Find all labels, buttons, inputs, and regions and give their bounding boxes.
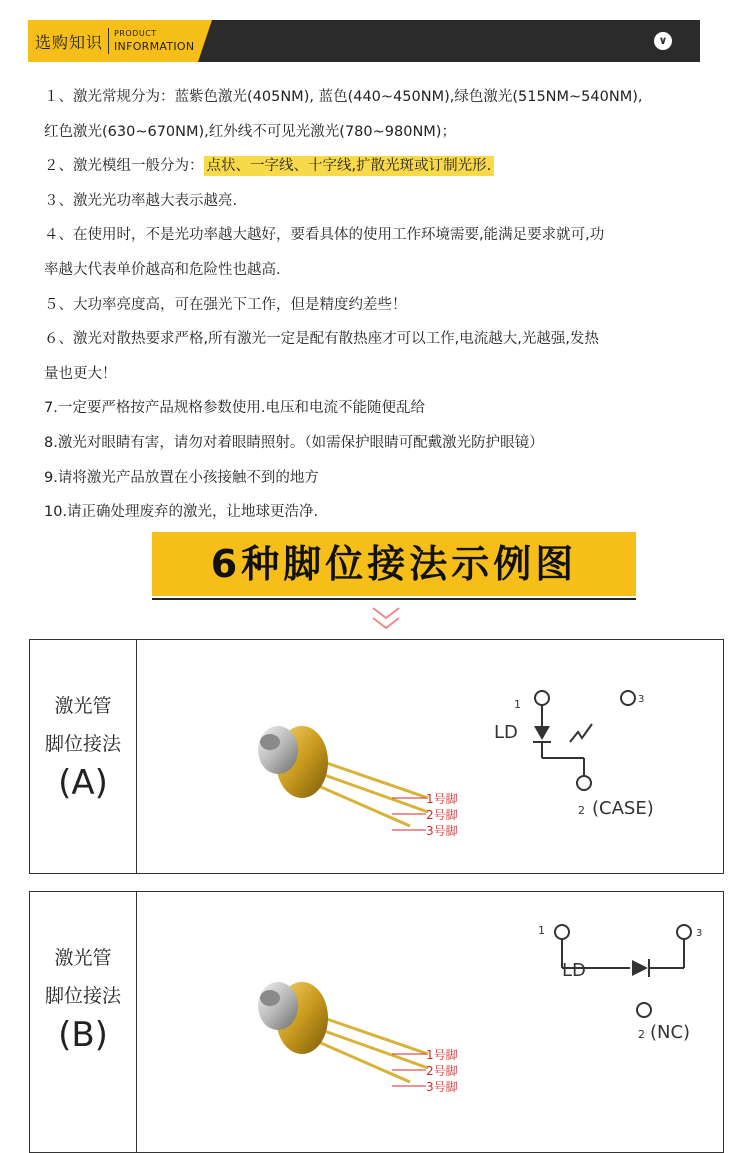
schematic-case-label: (CASE)	[592, 798, 654, 819]
pinout-banner-title: 6种脚位接法示例图	[152, 532, 636, 596]
schematic-pin2-label: 2	[578, 804, 585, 817]
pin-label-2: 2号脚	[426, 1064, 458, 1078]
knowledge-list	[44, 80, 704, 530]
pin-label-3: 3号脚	[426, 1080, 458, 1094]
tip-line: 率越大代表单价越高和危险性也越高.	[44, 261, 281, 278]
tip-highlight: 点状、一字线、十字线,扩散光斑或订制光形.	[204, 156, 495, 176]
tip-line: 7.一定要严格按产品规格参数使用.电压和电流不能随便乱给	[44, 400, 425, 417]
tip-line: ３、激光光功率越大表示越亮.	[44, 192, 238, 209]
diagram-label-line1: 激光管	[54, 947, 112, 969]
schematic-pin1-label: 1	[538, 924, 545, 937]
box-divider	[136, 892, 137, 1152]
tip-line: １、激光常规分为：蓝紫色激光(405NM), 蓝色(440~450NM),绿色激光(515NM~540NM),	[44, 89, 643, 105]
diagram-label-big: (A)	[58, 763, 108, 803]
section-header	[28, 20, 700, 62]
pin-leader-lines	[392, 1046, 428, 1094]
tip-line: ２、激光模组一般分为： 点状、一字线、十字线,扩散光斑或订制光形.	[44, 149, 704, 184]
schematic-pin2-label: 2	[638, 1028, 645, 1041]
tip-line: 红色激光(630~670NM),红外线不可见光激光(780~980NM)；	[44, 123, 456, 140]
header-title-en-small: PRODUCT	[114, 29, 157, 38]
tip-line: 量也更大！	[44, 365, 117, 382]
pin-label-2: 2号脚	[426, 808, 458, 822]
schematic-nc-label: (NC)	[650, 1022, 691, 1043]
pinout-diagram-a	[29, 639, 724, 874]
schematic-a	[494, 680, 730, 860]
pin-label-1: 1号脚	[426, 792, 458, 806]
schematic-ld-label: LD	[562, 960, 586, 981]
schematic-pin1-label: 1	[514, 698, 521, 711]
banner-underline	[152, 598, 636, 600]
box-divider	[136, 640, 137, 873]
pin-leader-lines	[392, 790, 428, 838]
header-title-en-large: INFORMATION	[114, 40, 195, 53]
tip-line: ４、在使用时，不是光功率越大越好，要看具体的使用工作环境需要,能满足要求就可,功	[44, 227, 605, 244]
diagram-label-line2: 脚位接法	[44, 733, 121, 755]
chevron-down-circle-icon[interactable]: ∨	[654, 32, 672, 50]
tip-line: 9.请将激光产品放置在小孩接触不到的地方	[44, 469, 319, 486]
tip-line: ６、激光对散热要求严格,所有激光一定是配有散热座才可以工作,电流越大,光越强,发热	[44, 331, 599, 348]
schematic-pin3-label: 3	[638, 694, 645, 705]
tip-line: 10.请正确处理废弃的激光，让地球更浩净.	[44, 504, 319, 521]
diagram-label-big: (B)	[58, 1015, 108, 1055]
pin-label-1: 1号脚	[426, 1048, 458, 1062]
schematic-b	[500, 918, 730, 1098]
schematic-pin3-label: 3	[696, 928, 703, 939]
diagram-label-line2: 脚位接法	[44, 985, 121, 1007]
tip-line: 8.激光对眼睛有害，请勿对着眼睛照射。（如需保护眼睛可配戴激光防护眼镜）	[44, 434, 544, 451]
pin-label-3: 3号脚	[426, 824, 458, 838]
header-divider	[108, 28, 109, 54]
double-chevron-down-icon	[369, 604, 403, 634]
pinout-diagram-b	[29, 891, 724, 1153]
header-title-cn: 选购知识	[35, 33, 104, 52]
header-dark-bar	[198, 20, 700, 62]
diagram-label-line1: 激光管	[54, 695, 112, 717]
schematic-ld-label: LD	[494, 722, 518, 743]
tip-line: ５、大功率亮度高，可在强光下工作，但是精度约差些！	[44, 296, 407, 313]
